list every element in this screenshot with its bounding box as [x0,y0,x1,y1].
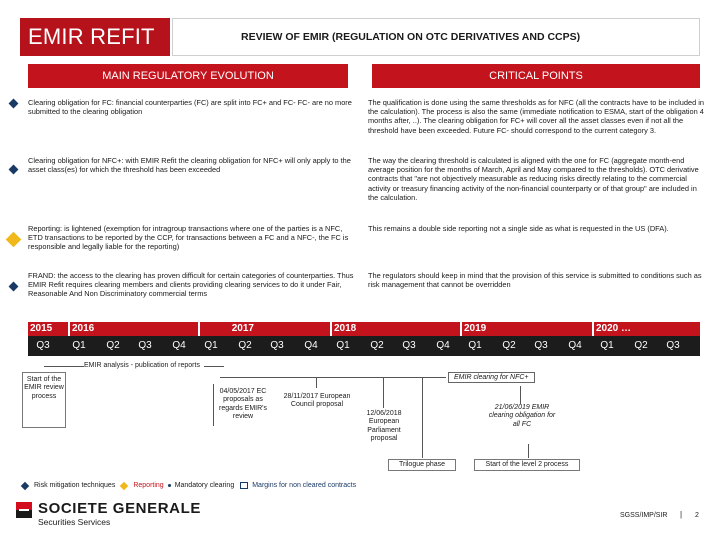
european-parliament-line [383,378,384,408]
year-2015: 2015 [28,322,68,336]
logo-mark-icon [16,502,32,518]
evolution-fc-clearing: Clearing obligation for FC: financial counterparties (FC) are split into FC+ and FC- FC- are no more submitted to the clearing obligation [28,98,352,117]
page-subtitle: REVIEW OF EMIR (REGULATION ON OTC DERIVATIVES AND CCPS) [172,18,700,56]
legend-margins: Margins for non cleared contracts [252,482,357,489]
analysis-phase-label: EMIR analysis - publication of reports [84,362,204,369]
nfc-clearing-label: EMIR clearing for NFC+ [448,372,535,383]
quarter-label: Q2 [634,340,648,351]
critical-frand: The regulators should keep in mind that the provision of this service is submitted to conditions such as risk management that cannot be overridden [368,271,702,290]
event-level2: Start of the level 2 process [474,459,580,471]
critical-reporting: This remains a double side reporting not a single side as what is requested in the US (DFA). [368,224,669,233]
risk-mitigation-diamond-icon [9,99,19,109]
event-ec-proposals: 04/05/2017 EC proposals as regards EMIR's review [214,388,272,426]
quarter-label: Q1 [468,340,482,351]
year-2016: 2016 [70,322,198,336]
quarter-label: Q2 [502,340,516,351]
margins-box-icon [240,482,248,489]
company-name: SOCIETE GENERALE [38,500,201,517]
section-header-regulatory-evolution: MAIN REGULATORY EVOLUTION [28,64,348,88]
level2-line [528,444,529,458]
year-2017: 2017 [200,322,330,336]
event-start-review: Start of the EMIR review process [22,372,66,428]
mandatory-clearing-dot-icon [168,484,171,487]
event-european-parliament: 12/06/2018 European Parliament proposal [354,410,414,450]
quarter-label: Q4 [436,340,450,351]
legend-risk-mitigation: Risk mitigation techniques [34,482,116,489]
european-council-line [316,378,317,388]
evolution-reporting: Reporting: is lightened (exemption for intragroup transactions where one of the parties is a NFC, ETD transactions to be reported by the CCP, for transactions between a FC and a NFC-, the FC is responsible and legally liable for the reporting) [28,224,349,252]
nfc-phase-line [220,377,446,378]
event-european-council: 28/11/2017 European Council proposal [282,393,352,423]
reporting-diamond-icon [120,481,128,489]
quarter-label: Q1 [336,340,350,351]
quarter-label: Q1 [204,340,218,351]
evolution-frand: FRAND: the access to the clearing has proven difficult for certain categories of counterparties. Thus EMIR Refit requires clearing members and clients providing clearing services to do it under Fair, Reasonable And Non Discriminatory commercial terms [28,271,354,299]
reporting-diamond-icon [6,232,22,248]
section-header-critical-points: CRITICAL POINTS [372,64,700,88]
trilogue-line [422,378,423,458]
critical-nfc-clearing: The way the clearing threshold is calculated is aligned with the one for FC (aggregate month-end average position for the months of March, April and May compared to the thresholds). OTC derivative contracts that "are not objectively measurable as reducing risks directly relating to the commercial activity or treasury financing activity of the non-financial counterparty or of that group" are included in the calculation. [368,156,699,202]
legend-mandatory-clearing: Mandatory clearing [174,482,235,489]
quarter-label: Q3 [402,340,416,351]
footer-separator: | [680,510,683,519]
evolution-nfc-clearing: Clearing obligation for NFC+: with EMIR Refit the clearing obligation for NFC+ will only apply to the asset class(es) for which the threshold has been exceeded [28,156,351,175]
quarter-label: Q3 [36,340,50,351]
quarter-label: Q2 [106,340,120,351]
quarter-label: Q2 [238,340,252,351]
year-2020: 2020 … [594,322,700,336]
risk-mitigation-diamond-icon [9,282,19,292]
quarter-label: Q1 [600,340,614,351]
quarter-label: Q3 [534,340,548,351]
risk-mitigation-diamond-icon [21,481,29,489]
company-division: Securities Services [38,517,111,527]
page-number: 2 [695,512,699,519]
footer-reference: SGSS/IMP/SIR [620,512,668,519]
quarter-label: Q4 [304,340,318,351]
event-clearing-all-fc: 21/06/2019 EMIR clearing obligation for all FC [488,404,556,444]
legend [20,482,356,489]
clearing-all-fc-line [520,386,521,404]
quarter-label: Q4 [568,340,582,351]
quarter-label: Q1 [72,340,86,351]
page-title: EMIR REFIT [20,18,170,56]
quarter-label: Q3 [138,340,152,351]
timeline [28,322,700,356]
year-2019: 2019 [462,322,592,336]
year-2018: 2018 [332,322,460,336]
quarter-label: Q3 [666,340,680,351]
quarter-label: Q2 [370,340,384,351]
critical-fc-clearing: The qualification is done using the same thresholds as for NFC (all the contracts have to be included in the calculation). The process is also the same (immediate notification to ESMA, start of the obligation 4 months after, ..). The clearing obligation for FC+ will cover all the asset classes even if not all the threshold have been exceeded. Future FC- should correspond to the current category 3. [368,98,705,135]
quarter-label: Q3 [270,340,284,351]
event-trilogue: Trilogue phase [388,459,456,471]
risk-mitigation-diamond-icon [9,165,19,175]
quarter-label: Q4 [172,340,186,351]
legend-reporting: Reporting [133,482,164,489]
